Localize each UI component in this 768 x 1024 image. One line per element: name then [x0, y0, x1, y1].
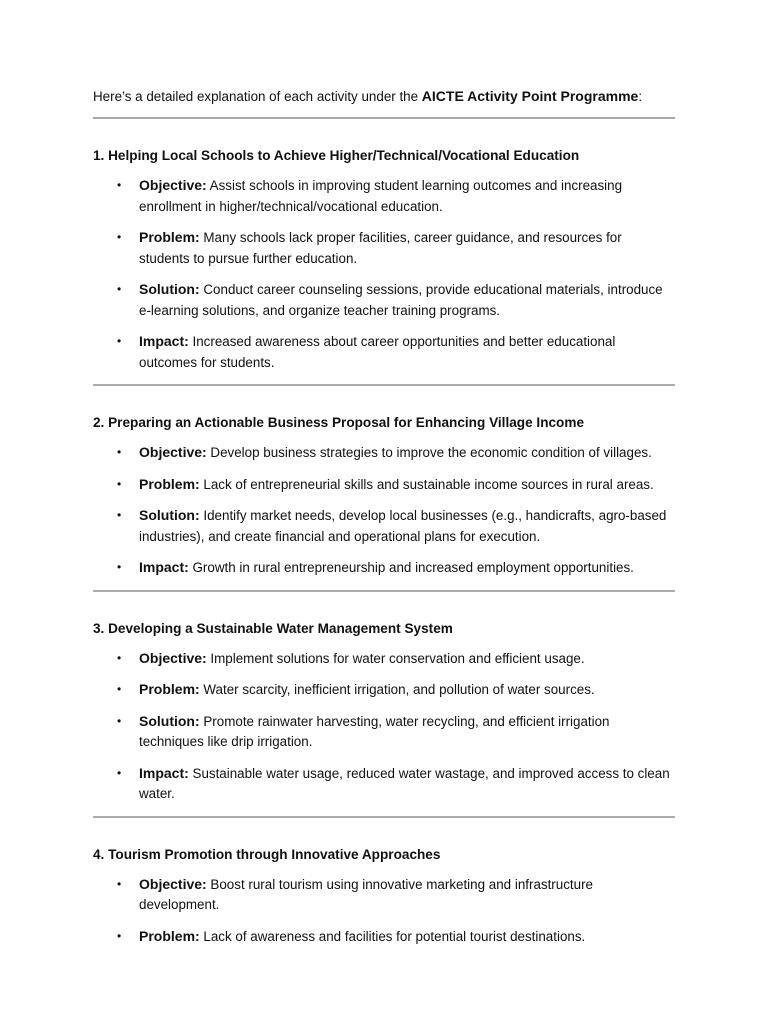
section-heading: 3. Developing a Sustainable Water Management System — [93, 620, 453, 636]
bullet-icon: • — [117, 178, 122, 192]
bullet-icon: • — [117, 682, 122, 696]
list-item — [93, 474, 675, 496]
list-item — [93, 279, 675, 321]
section-items — [93, 648, 675, 805]
list-item — [93, 227, 675, 269]
list-item — [93, 874, 675, 916]
list-item — [93, 175, 675, 217]
bullet-icon: • — [117, 334, 122, 348]
bullet-icon: • — [117, 928, 122, 943]
item-text: Identify market needs, develop local businesses (e.g., handicrafts, agro-based industries), and create financial and operational plans for execution. — [139, 508, 667, 544]
divider-rule — [93, 590, 675, 592]
section-items — [93, 442, 675, 579]
list-item — [93, 331, 675, 373]
divider-rule — [93, 816, 675, 818]
item-text: Many schools lack proper facilities, career guidance, and resources for students to pursue further education. — [139, 230, 622, 266]
item-label: Problem: — [139, 229, 200, 245]
item-text: Develop business strategies to improve the economic condition of villages. — [206, 445, 652, 460]
list-item — [93, 505, 675, 547]
bullet-icon: • — [117, 650, 122, 665]
document-page — [93, 86, 675, 947]
item-label: Objective: — [139, 177, 207, 193]
section-items — [93, 874, 675, 948]
item-label: Solution: — [139, 281, 200, 297]
intro-paragraph — [93, 86, 675, 108]
divider-rule — [93, 117, 675, 119]
bullet-icon: • — [117, 508, 122, 522]
item-text: Water scarcity, inefficient irrigation, and pollution of water sources. — [199, 682, 595, 697]
list-item — [93, 557, 675, 579]
item-text: Lack of awareness and facilities for potential tourist destinations. — [199, 928, 586, 944]
intro-prefix: Here’s a detailed explanation of each activity under the — [93, 89, 422, 104]
bullet-icon: • — [117, 230, 122, 244]
section-heading: 1. Helping Local Schools to Achieve Higher/Technical/Vocational Education — [93, 148, 580, 163]
section-3 — [93, 619, 675, 805]
item-text: Growth in rural entrepreneurship and increased employment opportunities. — [188, 560, 634, 575]
section-heading: 2. Preparing an Actionable Business Proposal for Enhancing Village Income — [93, 415, 585, 430]
item-label: Objective: — [139, 875, 207, 892]
section-heading: 4. Tourism Promotion through Innovative Approaches — [93, 846, 441, 862]
item-text: Assist schools in improving student learning outcomes and increasing enrollment in higher/technical/vocational education. — [139, 178, 623, 214]
section-items — [93, 175, 675, 373]
bullet-icon: • — [117, 876, 122, 891]
list-item — [93, 763, 675, 805]
item-text: Conduct career counseling sessions, provide educational materials, introduce e-learning solutions, and organize teacher training programs. — [139, 282, 663, 318]
item-text: Implement solutions for water conservation and efficient usage. — [206, 650, 585, 666]
list-item — [93, 711, 675, 753]
item-label: Objective: — [139, 649, 207, 666]
item-text: Promote rainwater harvesting, water recycling, and efficient irrigation techniques like drip irrigation. — [139, 713, 610, 749]
bullet-icon: • — [117, 765, 122, 780]
item-text: Increased awareness about career opportunities and better educational outcomes for students. — [139, 334, 616, 370]
section-1 — [93, 146, 675, 373]
programme-name: AICTE Activity Point Programme — [421, 88, 639, 104]
section-4 — [93, 845, 675, 948]
item-label: Problem: — [139, 681, 200, 697]
bullet-icon: • — [117, 445, 122, 459]
list-item — [93, 679, 675, 701]
intro-suffix: : — [638, 89, 643, 104]
item-text: Lack of entrepreneurial skills and sustainable income sources in rural areas. — [199, 476, 654, 492]
item-label: Objective: — [139, 444, 207, 460]
list-item — [93, 648, 675, 670]
divider-rule — [93, 384, 675, 386]
list-item — [93, 442, 675, 464]
section-2 — [93, 413, 675, 579]
item-text: Boost rural tourism using innovative marketing and infrastructure development. — [139, 876, 593, 912]
bullet-icon: • — [117, 713, 122, 728]
bullet-icon: • — [117, 476, 122, 491]
item-label: Solution: — [139, 507, 200, 523]
item-label: Problem: — [139, 475, 200, 492]
list-item — [93, 926, 675, 948]
bullet-icon: • — [117, 282, 122, 296]
item-label: Solution: — [139, 712, 200, 729]
item-label: Problem: — [139, 927, 200, 944]
item-label: Impact: — [139, 559, 189, 575]
item-label: Impact: — [139, 333, 189, 349]
item-text: Sustainable water usage, reduced water wastage, and improved access to clean water. — [139, 765, 670, 801]
item-label: Impact: — [139, 764, 189, 781]
bullet-icon: • — [117, 560, 122, 574]
